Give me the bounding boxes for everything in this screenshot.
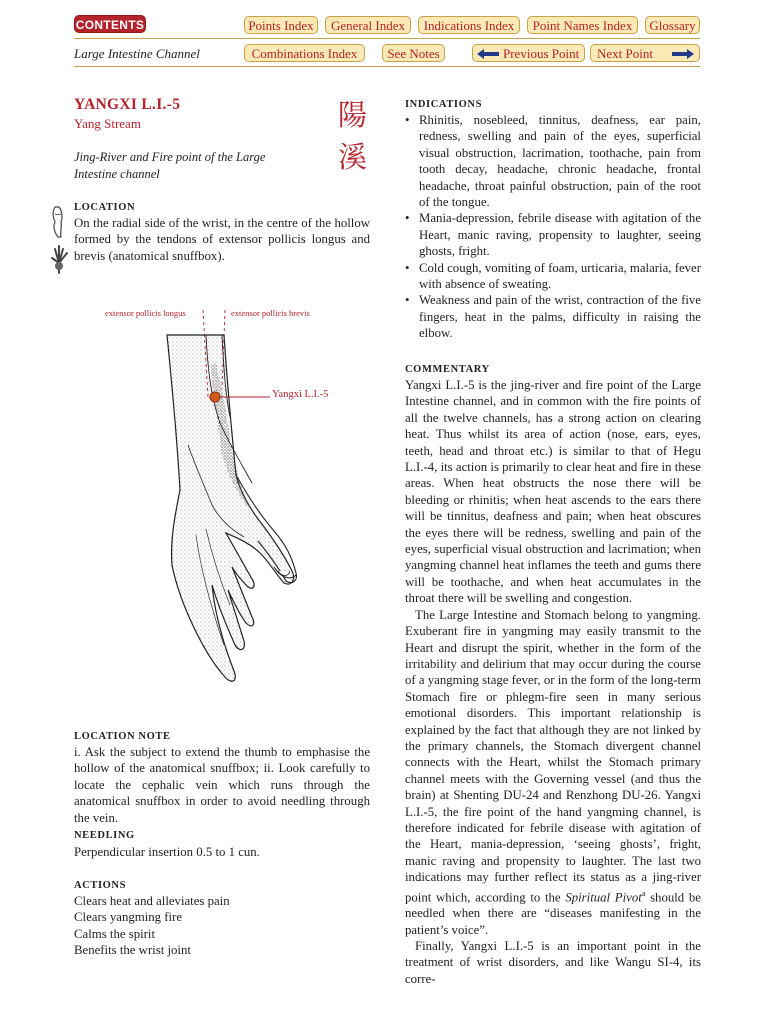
arm-location-icon [50,206,68,238]
indications-list [405,112,701,342]
chinese-name-top: 陽 [338,98,368,132]
label-yangxi-point: Yangxi L.I.-5 [272,389,329,400]
general-index-button[interactable]: General Index [325,16,411,34]
next-point-button[interactable] [590,44,700,62]
location-text: On the radial side of the wrist, in the centre of the hollow formed by the tendons of extensor pollicis longus and brevis (anatomical snuffbox). [74,216,370,263]
location-heading: LOCATION [74,202,136,213]
actions-heading: ACTIONS [74,880,127,891]
chinese-name-bottom: 溪 [338,140,368,174]
location-note-text: i. Ask the subject to extend the thumb to emphasise the hollow of the anatomical snuffbox; ii. Look carefully to locate the cephalic vein which runs through the anatomical snuffbox in order to avoid needling through the vein. [74,745,370,825]
commentary-p2-text: The Large Intestine and Stomach belong to yangming. Exuberant fire in yangming may easily transmit to the Heart and disrupt the spirit, whether in the form of the irritability and delirium that may occur during the course of a yangming stage fever, or in the form of the long-term Stomach fire or phlegm-fire seen in many serious emotional disorders. This important relationship is explained by the fact that although they are not linked by the primary channels, the Stomach divergent channel connects with the Heart, whilst the Stomach primary channel meets with the Governing vessel (and thus the brain) at Shenting DU-24 and Renzhong DU-26. Yangxi L.I.-5, the fire point of the hand yangming channel, is therefore indicated for febrile disease with agitation of the Heart, mania-depression, ‘seeing ghosts’, fright, manic raving and propensity to laughter. The last two indications may further reflect its status as a jing-river point which, according to the [405,607,701,904]
point-names-index-button[interactable]: Point Names Index [527,16,638,34]
needling-text: Perpendicular insertion 0.5 to 1 cun. [74,845,260,859]
label-extensor-longus: extensor pollicis longus [105,308,186,318]
next-point-label: Next Point [597,46,653,61]
see-notes-button[interactable]: See Notes [382,44,445,62]
commentary-paragraph-1: Yangxi L.I.-5 is the jing-river and fire point of the Large Intestine channel, and in common with the fire points of all the twelve channels, has a strong action on clearing heat. Thus whilst its area of action (nose, ears, eyes, teeth, head and throat etc.) is similar to that of Hegu L.I.-4, its action is primarily to clear heat and fire in these areas. When heat obstructs the nose there will be bleeding or rhinitis; when heat ascends to the ears there will be tinnitus, deafness and pain; when heat obscures the eyes there will be redness, swelling and pain of the eyes, superficial visual obstruction and lacrimation; when yangming channel heat inflames the teeth and gums there will be toothache, and when heat accumulates in the throat there will be swelling and congestion. [405,378,701,606]
commentary-p2-text-end: should be needled when there are “diseases manifesting in the patient’s voice”. [405,889,701,937]
point-title: YANGXI L.I.-5 [74,96,181,113]
indication-item: • Rhinitis, nosebleed, tinnitus, deafness, ear pain, redness, swelling and pain of the eyes, superficial visual obstruction, lacrimation, toothache, pain from tooth decay, headache, chronic headache, frontal headache, throat painful obstruction, pain of the root of the tongue. [405,112,701,210]
commentary-body [405,377,701,987]
indication-item: • Mania-depression, febrile disease with agitation of the Heart, manic raving, propensity to laughter, seeing ghosts, fright. [405,210,701,259]
channel-name: Large Intestine Channel [74,46,200,61]
needling-heading: NEEDLING [74,830,135,841]
hand-location-icon [48,244,70,274]
previous-point-button[interactable] [472,44,585,62]
location-note-heading: LOCATION NOTE [74,731,171,742]
yangxi-point-marker [210,392,220,402]
label-extensor-brevis: extensor pollicis brevis [231,308,310,318]
commentary-paragraph-2 [405,607,701,938]
actions-list [74,893,370,959]
arrow-left-icon [476,48,500,60]
previous-point-label: Previous Point [503,46,580,61]
wrist-hand-illustration [140,305,340,705]
action-item: Calms the spirit [74,926,156,941]
point-translation: Yang Stream [74,116,141,131]
point-classification: Jing-River and Fire point of the Large Intestine channel [74,150,266,181]
commentary-paragraph-3: Finally, Yangxi L.I.-5 is an important point in the treatment of wrist disorders, and like Wangu SI-4, its corre- [405,939,701,986]
indications-index-button[interactable]: Indications Index [418,16,520,34]
indication-item: • Weakness and pain of the wrist, contraction of the five fingers, heat in the palms, difficulty in raising the elbow. [405,292,701,341]
indications-heading: INDICATIONS [405,99,483,110]
arrow-right-icon [671,48,695,60]
action-item: Benefits the wrist joint [74,943,191,958]
spiritual-pivot-title: Spiritual Pivot [565,889,642,904]
combinations-index-button[interactable]: Combinations Index [244,44,365,62]
commentary-heading: COMMENTARY [405,364,490,375]
indication-item: • Cold cough, vomiting of foam, urticaria, malaria, fever with absence of sweating. [405,260,701,293]
points-index-button[interactable]: Points Index [244,16,318,34]
footnote-marker[interactable]: a [641,888,646,898]
action-item: Clears yangming fire [74,910,183,925]
contents-button[interactable]: CONTENTS [74,15,146,33]
action-item: Clears heat and alleviates pain [74,894,230,908]
header-divider-2 [74,66,700,67]
header-divider [74,38,700,39]
glossary-button[interactable]: Glossary [645,16,700,34]
